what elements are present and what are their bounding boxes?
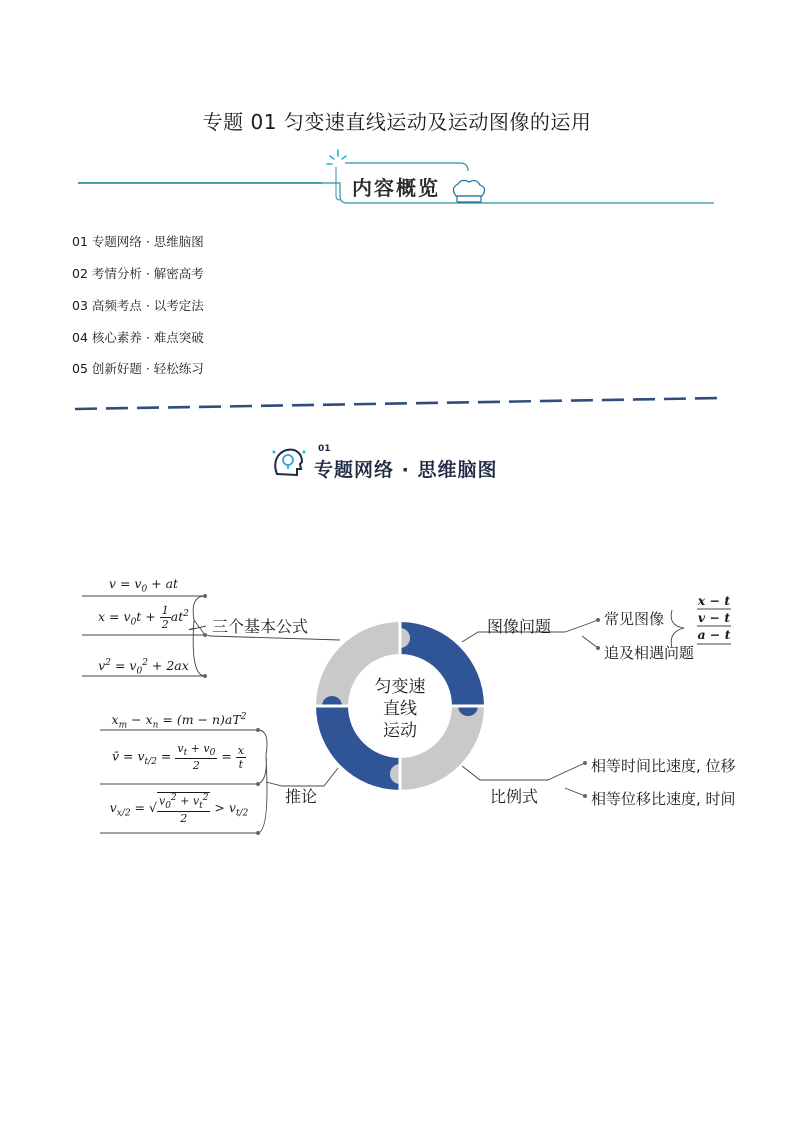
toc-item[interactable]: 05 创新好题 · 轻松练习 — [72, 361, 204, 376]
ratio-item-equal-time: 相等时间比速度, 位移 — [591, 757, 736, 775]
graph-type-item: v − t — [697, 610, 731, 625]
graph-type-item: x − t — [697, 593, 731, 608]
toc-item[interactable]: 04 核心素养 · 难点突破 — [72, 330, 204, 345]
formula-displacement: $x = v_0t$ + $\frac{1}{2}$ $at^2$ — [98, 604, 189, 631]
branch-graph-problems: 图像问题 — [487, 617, 552, 636]
chef-hat-icon — [453, 180, 484, 202]
overview-heading: 内容概览 — [352, 176, 440, 200]
center-line: 直线 — [383, 699, 417, 719]
formula-velocity: $v = v_0$ + at — [108, 576, 179, 595]
branch-ratio: 比例式 — [490, 787, 539, 806]
center-line: 匀变速 — [374, 677, 426, 697]
formula-velocity-squared: $v^2 = v_0^2 + 2ax$ — [98, 658, 189, 677]
sparkle-icon — [327, 150, 346, 164]
graph-type-item: a − t — [697, 627, 731, 642]
branch-basic-formulas: 三个基本公式 — [212, 617, 309, 636]
document-title: 专题 01 匀变速直线运动及运动图像的运用 — [202, 110, 592, 134]
mindmap-center-topic — [355, 676, 445, 742]
toc-item[interactable]: 02 考情分析 · 解密高考 — [72, 266, 204, 281]
toc-item[interactable]: 03 高频考点 · 以考定法 — [72, 298, 204, 313]
formula-midpoint-velocity: $v_{x/2}$ = √ $\frac{v_0^2 + v_t^2}{2}$ > $v_{t/2}$ — [109, 793, 249, 825]
formula-successive-difference: $x_m - x_n = (m - n)aT^2$ — [111, 712, 247, 731]
brain-bulb-icon — [270, 444, 310, 484]
branch-inference: 推论 — [285, 787, 318, 806]
ratio-item-equal-displacement: 相等位移比速度, 时间 — [591, 790, 736, 808]
section-divider — [0, 395, 794, 415]
common-graphs-label: 常见图像 — [604, 610, 665, 628]
overview-header-decoration — [0, 0, 794, 240]
mindmap-heading: 专题网络 · 思维脑图 — [314, 459, 498, 481]
formula-average-velocity: v̄ = $v_{t/2}$ = $\frac{v_t + v_0}{2}$ = $\frac{x}{t}$ — [112, 742, 244, 773]
chase-meet-label: 追及相遇问题 — [604, 644, 695, 662]
mindmap-heading-number: 01 — [318, 444, 331, 454]
toc-item[interactable]: 01 专题网络 · 思维脑图 — [72, 234, 204, 249]
center-line: 运动 — [383, 721, 417, 741]
